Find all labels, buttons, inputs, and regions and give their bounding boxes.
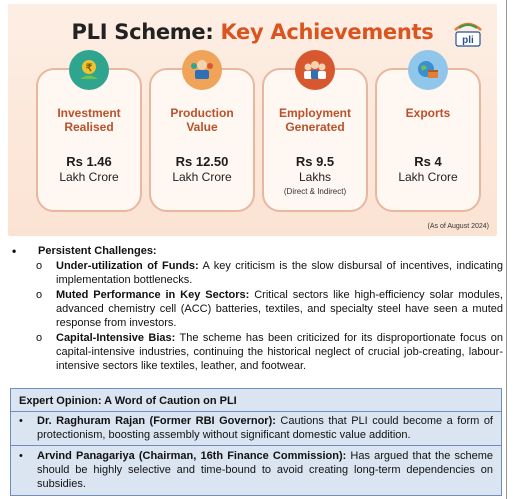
exports-icon xyxy=(408,50,448,90)
card-heading: Employment Generated xyxy=(278,106,351,134)
infographic-title: PLI Scheme: Key Achievements xyxy=(71,20,434,44)
card-note: (Direct & Indirect) xyxy=(283,187,347,196)
production-icon xyxy=(182,50,222,90)
card-heading: Exports xyxy=(405,106,451,120)
pli-achievements-infographic xyxy=(8,4,497,236)
expert-opinion-box xyxy=(10,388,502,496)
svg-text:pli: pli xyxy=(462,35,474,46)
list-item: • Dr. Raghuram Rajan (Former RBI Governor): Cautions that PLI could become a form of protectionism, boosting assembly without significant domestic value addition. xyxy=(11,412,501,444)
card-value: Rs 1.46 xyxy=(66,154,112,169)
expert-opinion-title: Expert Opinion: A Word of Caution on PLI xyxy=(11,389,501,412)
investment-icon xyxy=(69,50,109,90)
card-value: Rs 12.50 xyxy=(175,154,229,169)
employment-icon xyxy=(295,50,335,90)
card-value: Rs 4 xyxy=(414,154,442,169)
card-unit: Lakh Crore xyxy=(172,170,232,184)
card-exports xyxy=(375,68,481,212)
circle-bullet-icon: o xyxy=(36,260,43,272)
card-heading: Production Value xyxy=(170,106,234,134)
card-production xyxy=(149,68,255,212)
card-unit: Lakhs xyxy=(298,170,332,184)
circle-bullet-icon: o xyxy=(36,332,43,344)
divider xyxy=(11,445,501,446)
list-item: o Under-utilization of Funds: A key criticism is the slow disbursal of incentives, indicating implementation bottlenecks. xyxy=(36,260,503,286)
card-heading: Investment Realised xyxy=(57,106,121,134)
card-unit: Lakh Crore xyxy=(398,170,458,184)
card-value: Rs 9.5 xyxy=(295,154,335,169)
card-employment xyxy=(262,68,368,212)
list-item: • Arvind Panagariya (Chairman, 16th Finance Commission): Has argued that the scheme should be highly selective and time-bound to avoid creating long-term dependencies on subsidies. xyxy=(11,447,501,493)
pli-logo-icon xyxy=(451,16,485,50)
svg-text:₹: ₹ xyxy=(85,63,93,74)
list-item: o Capital-Intensive Bias: The scheme has been criticized for its disproportionate focus on capital-intensive industries, continuing the historical neglect of crucial job-creating, labour-intensive sectors like textiles, leather, and footwear. xyxy=(36,332,503,372)
card-unit: Lakh Crore xyxy=(59,170,119,184)
challenges-heading: • Persistent Challenges: xyxy=(8,244,503,258)
as-of-date: (As of August 2024) xyxy=(427,223,489,230)
list-item: o Muted Performance in Key Sectors: Critical sectors like high-efficiency solar modules, advanced chemistry cell (ACC) batteries, textiles, and specialty steel have seen a muted response from investors. xyxy=(36,289,503,329)
circle-bullet-icon: o xyxy=(36,289,43,301)
page-margin-rule xyxy=(506,0,507,499)
card-investment xyxy=(36,63,142,212)
persistent-challenges-section xyxy=(8,244,503,373)
